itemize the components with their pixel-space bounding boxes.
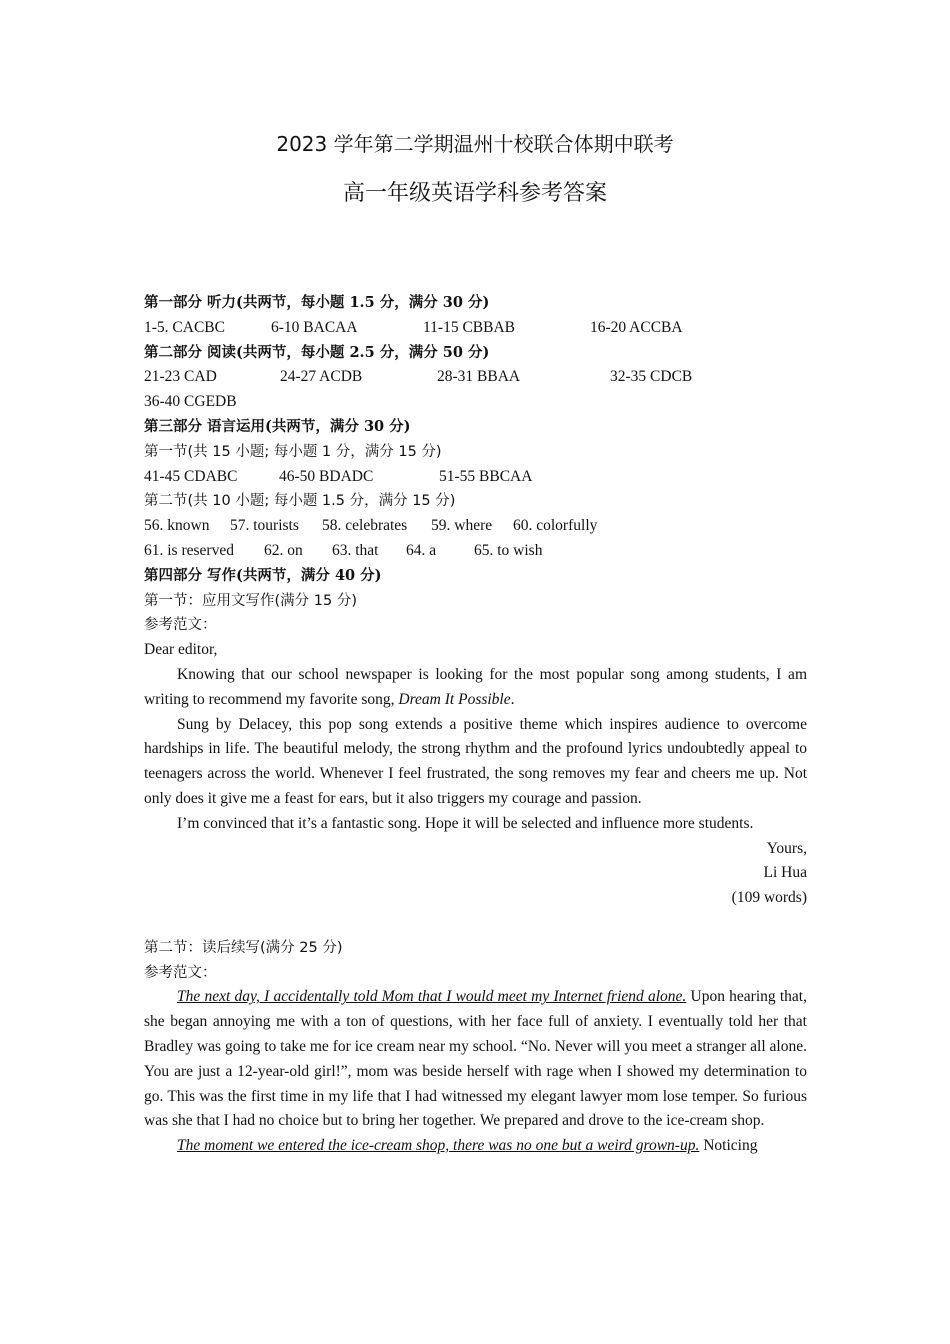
letter-closing: Yours,: [766, 839, 807, 857]
word-count: (109 words): [731, 889, 807, 907]
answer-group: 1-5. CACBC: [144, 318, 225, 336]
part3-section1-heading: 第一节(共 15 小题; 每小题 1 分，满分 15 分): [144, 443, 442, 460]
letter-paragraph: Sung by Delacey, this pop song extends a positive theme which inspires audience to overcome hardships in life. The beautiful melody, the strong rhythm and the profound lyrics undoubtedly appeal to teenagers across the world. Whenever I feel frustrated, the song removes my fear and cheers me up. Not only does it give me a feast for ears, but it also triggers my courage and passion.: [144, 715, 807, 807]
sample-label: 参考范文：: [144, 617, 217, 634]
continuation-paragraph: The next day, I accidentally told Mom that I would meet my Internet friend alone. Upon hearing that, she began annoying me with a ton of questions, with her face full of anxiety. I eventually told her that Bradley was going to take me for ice cream near my school. “No. Never will you meet a stranger all alone. You are just a 12-year-old girl!”, mom was beside herself with rage when I showed my determination to go. This was the first time in my life that I had witnessed my elegant lawyer mom lose temper. So furious was she that I had no choice but to bring her together. We prepared and drove to the ice-cream shop.: [144, 988, 807, 1130]
answer-item: 63. that: [332, 541, 379, 559]
continuation-paragraph: The moment we entered the ice-cream shop, there was no one but a weird grown-up. Noticing: [177, 1137, 758, 1155]
given-opening-sentence: The moment we entered the ice-cream shop, there was no one but a weird grown-up.: [177, 1137, 700, 1155]
answer-item: 57. tourists: [230, 517, 299, 535]
letter-paragraph: I’m convinced that it’s a fantastic song. Hope it will be selected and influence more students.: [177, 814, 754, 832]
part2-answers-extra: 36-40 CGEDB: [144, 393, 237, 411]
answer-group: 6-10 BACAA: [271, 318, 358, 336]
part3-section2-heading: 第二节(共 10 小题; 每小题 1.5 分，满分 15 分): [144, 493, 456, 510]
part3-heading: 第三部分 语言运用(共两节，满分 30 分): [144, 417, 411, 435]
answer-group: 46-50 BDADC: [279, 467, 374, 485]
part1-answers: [144, 316, 807, 341]
answer-item: 58. celebrates: [322, 517, 408, 535]
part1-heading: 第一部分 听力(共两节，每小题 1.5 分，满分 30 分): [144, 294, 490, 311]
song-title: Dream It Possible: [398, 690, 511, 708]
given-opening-sentence: The next day, I accidentally told Mom that I would meet my Internet friend alone.: [177, 988, 687, 1006]
part3-row2: [144, 539, 807, 564]
letter-greeting: Dear editor,: [144, 641, 218, 659]
answer-item: 56. known: [144, 517, 210, 535]
answer-group: 11-15 CBBAB: [423, 318, 516, 336]
answer-content: [144, 291, 807, 1159]
answer-group: 24-27 ACDB: [280, 368, 363, 386]
page-title: 2023 学年第二学期温州十校联合体期中联考: [276, 132, 674, 156]
answer-item: 65. to wish: [474, 541, 543, 559]
part4-section2-heading: 第二节：读后续写(满分 25 分): [144, 939, 343, 956]
answer-item: 59. where: [431, 517, 493, 535]
part4-section1-heading: 第一节：应用文写作(满分 15 分): [144, 592, 357, 609]
answer-group: 32-35 CDCB: [610, 368, 693, 386]
part3-row1: [144, 514, 807, 539]
answer-group: 16-20 ACCBA: [590, 318, 683, 336]
answer-item: 62. on: [264, 541, 303, 559]
answer-group: 51-55 BBCAA: [439, 467, 533, 485]
page-subtitle: 高一年级英语学科参考答案: [342, 181, 607, 206]
answer-group: 21-23 CAD: [144, 368, 217, 386]
sample-label-2: 参考范文：: [144, 964, 217, 981]
answer-group: 28-31 BBAA: [437, 368, 521, 386]
part4-heading: 第四部分 写作(共两节，满分 40 分): [144, 566, 382, 584]
part3-section1-answers: [144, 465, 807, 490]
letter-paragraph: Knowing that our school newspaper is looking for the most popular song among students, I am writing to recommend my favorite song, Dream It Possible.: [144, 665, 807, 708]
answer-item: 60. colorfully: [513, 517, 598, 535]
letter-signature: Li Hua: [763, 864, 807, 882]
part2-heading: 第二部分 阅读(共两节，每小题 2.5 分，满分 50 分): [144, 343, 490, 361]
answer-item: 61. is reserved: [144, 541, 234, 559]
answer-item: 64. a: [406, 541, 437, 559]
part2-answers: [144, 365, 807, 390]
answer-group: 41-45 CDABC: [144, 467, 238, 485]
